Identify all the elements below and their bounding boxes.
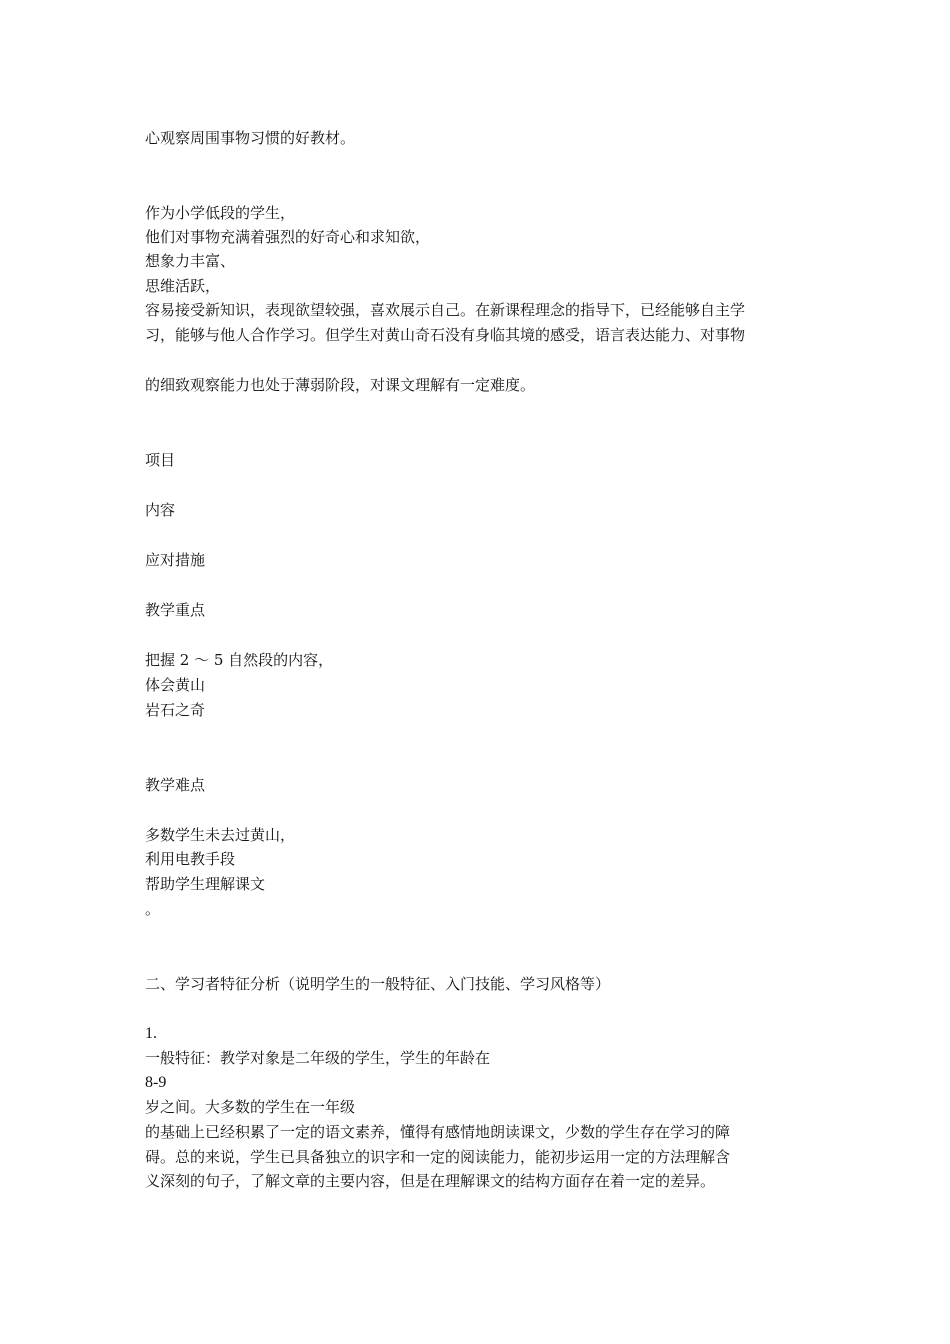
paragraph-line: 容易接受新知识，表现欲望较强，喜欢展示自己。在新课程理念的指导下，已经能够自主学 — [145, 301, 746, 319]
paragraph-line: 的细致观察能力也处于薄弱阶段，对课文理解有一定难度。 — [145, 376, 536, 394]
table-cell-content: 把握 2 ～ 5 自然段的内容， — [145, 651, 334, 669]
paragraph-line: 的基础上已经积累了一定的语文素养，懂得有感情地朗读课文，少数的学生存在学习的障 — [145, 1123, 731, 1141]
table-cell-content: 利用电教手段 — [145, 850, 236, 868]
paragraph-line: 8-9 — [145, 1074, 167, 1091]
table-cell-content: 体会黄山 — [145, 676, 206, 694]
table-cell-content: 。 — [145, 900, 161, 918]
paragraph-line: 岁之间。大多数的学生在一年级 — [145, 1098, 356, 1116]
table-header-measures: 应对措施 — [145, 551, 206, 569]
paragraph-line: 1. — [145, 1025, 157, 1042]
paragraph-line: 想象力丰富、 — [145, 252, 236, 270]
paragraph-line: 习，能够与他人合作学习。但学生对黄山奇石没有身临其境的感受，语言表达能力、对事物 — [145, 326, 746, 344]
paragraph-line: 一般特征：教学对象是二年级的学生，学生的年龄在 — [145, 1049, 491, 1067]
table-header-item: 项目 — [145, 451, 176, 469]
section-heading: 二、学习者特征分析（说明学生的一般特征、入门技能、学习风格等） — [145, 975, 611, 993]
paragraph-line: 碍。总的来说，学生已具备独立的识字和一定的阅读能力，能初步运用一定的方法理解含 — [145, 1148, 731, 1166]
paragraph-line: 义深刻的句子，了解文章的主要内容，但是在理解课文的结构方面存在着一定的差异。 — [145, 1172, 716, 1190]
paragraph-line: 他们对事物充满着强烈的好奇心和求知欲， — [145, 228, 431, 246]
paragraph-line: 思维活跃， — [145, 277, 221, 295]
table-cell-content: 岩石之奇 — [145, 701, 206, 719]
table-cell-content: 帮助学生理解课文 — [145, 875, 266, 893]
table-cell-item: 教学难点 — [145, 776, 206, 794]
table-header-content: 内容 — [145, 501, 176, 519]
paragraph-line: 作为小学低段的学生， — [145, 204, 296, 222]
paragraph-line: 心观察周围事物习惯的好教材。 — [145, 129, 356, 147]
table-cell-item: 教学重点 — [145, 601, 206, 619]
table-cell-content: 多数学生未去过黄山， — [145, 826, 296, 844]
